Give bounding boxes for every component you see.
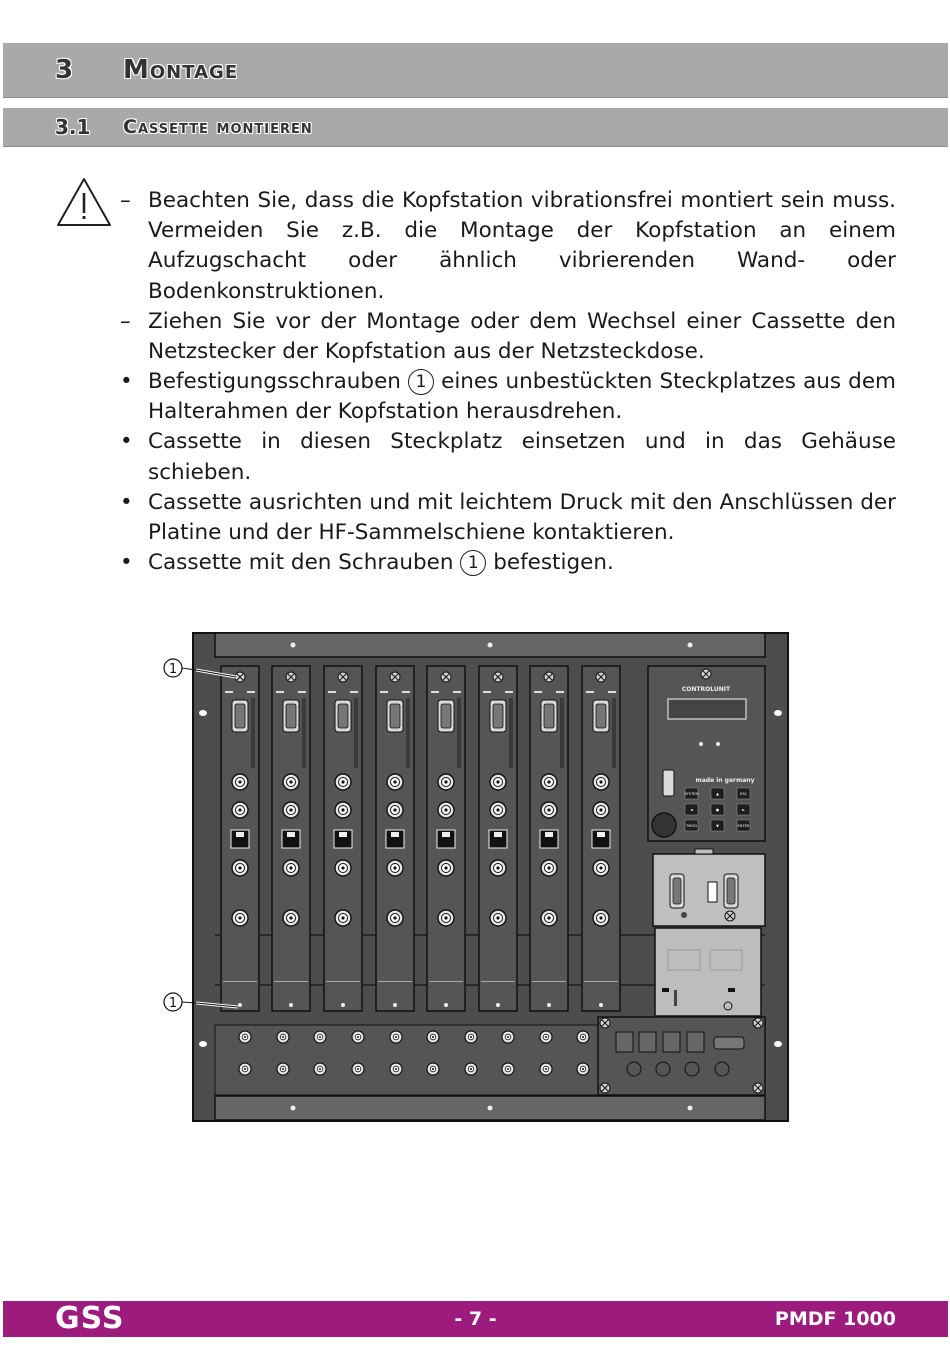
svg-text:●: ● [715,808,720,812]
svg-text:▲: ▲ [716,792,719,796]
svg-text:►: ► [742,808,745,812]
chapter-title: Montage [123,55,239,85]
gss-logo: GSS [55,1301,125,1336]
control-unit-label: CONTROLUNIT [681,686,731,693]
page-footer [3,1301,948,1337]
section-title: Cassette montieren [123,116,313,138]
callout-ref: 1 [460,550,486,576]
step-item: • Cassette in diesen Steckplatz einsetzen und in das Gehäuse schieben. [120,429,896,485]
power-supply-label-plate [655,928,761,1016]
warning-triangle-icon [55,176,113,228]
lcd-display [668,699,746,719]
step-item: • Cassette ausrichten und mit leichtem Druck mit den Anschlüssen der Platine und der HF-Sammelschiene kontaktieren. [120,489,896,546]
keypad [684,788,750,831]
cassette-8 [582,666,620,1011]
section-heading-bar [3,108,948,147]
chapter-number: 3 [55,55,74,85]
chapter-heading-bar [3,43,948,98]
svg-text:TMOD: TMOD [686,824,697,828]
svg-text:1: 1 [168,662,178,677]
warning-item: – Ziehen Sie vor der Montage oder dem Wechsel einer Cassette den Netzstecker der Kopfstation aus der Netzsteckdose. [120,308,896,365]
svg-text:SYSTEM: SYSTEM [684,792,699,796]
svg-text:▼: ▼ [716,824,719,828]
cassette-2 [272,666,310,1011]
svg-text:◄: ◄ [690,808,693,812]
made-in-label: made in germany [695,777,755,784]
cassette-6 [479,666,517,1011]
svg-text:ENTER: ENTER [737,824,750,828]
model-name: PMDF 1000 [774,1308,896,1330]
warning-item: – Beachten Sie, dass die Kopfstation vibrationsfrei montiert sein muss. Vermeiden Sie z.B. die Montage der Kopfstation an einem Aufzugschacht oder ähnlich vibrierenden Wand- oder Bodenkonstruktionen. [120,188,896,304]
page-number: - 7 - [454,1308,497,1330]
warning-list [120,186,896,367]
step-list [120,367,896,578]
section-number: 3.1 [55,115,91,139]
cassette-7 [530,666,568,1011]
callout-ref: 1 [408,369,434,395]
cassette-5 [427,666,465,1011]
cassette-3 [324,666,362,1011]
cassette-1 [221,666,259,1011]
step-item: • Cassette mit den Schrauben 1 befestigen. [120,550,614,576]
svg-text:ESC: ESC [739,792,748,796]
cassette-4 [376,666,414,1011]
step-item: • Befestigungsschrauben 1 eines unbestückten Steckplatzes aus dem Halterahmen der Kopfstation herausdrehen. [120,369,896,425]
svg-text:1: 1 [168,996,178,1011]
headend-front-diagram [150,630,800,1125]
